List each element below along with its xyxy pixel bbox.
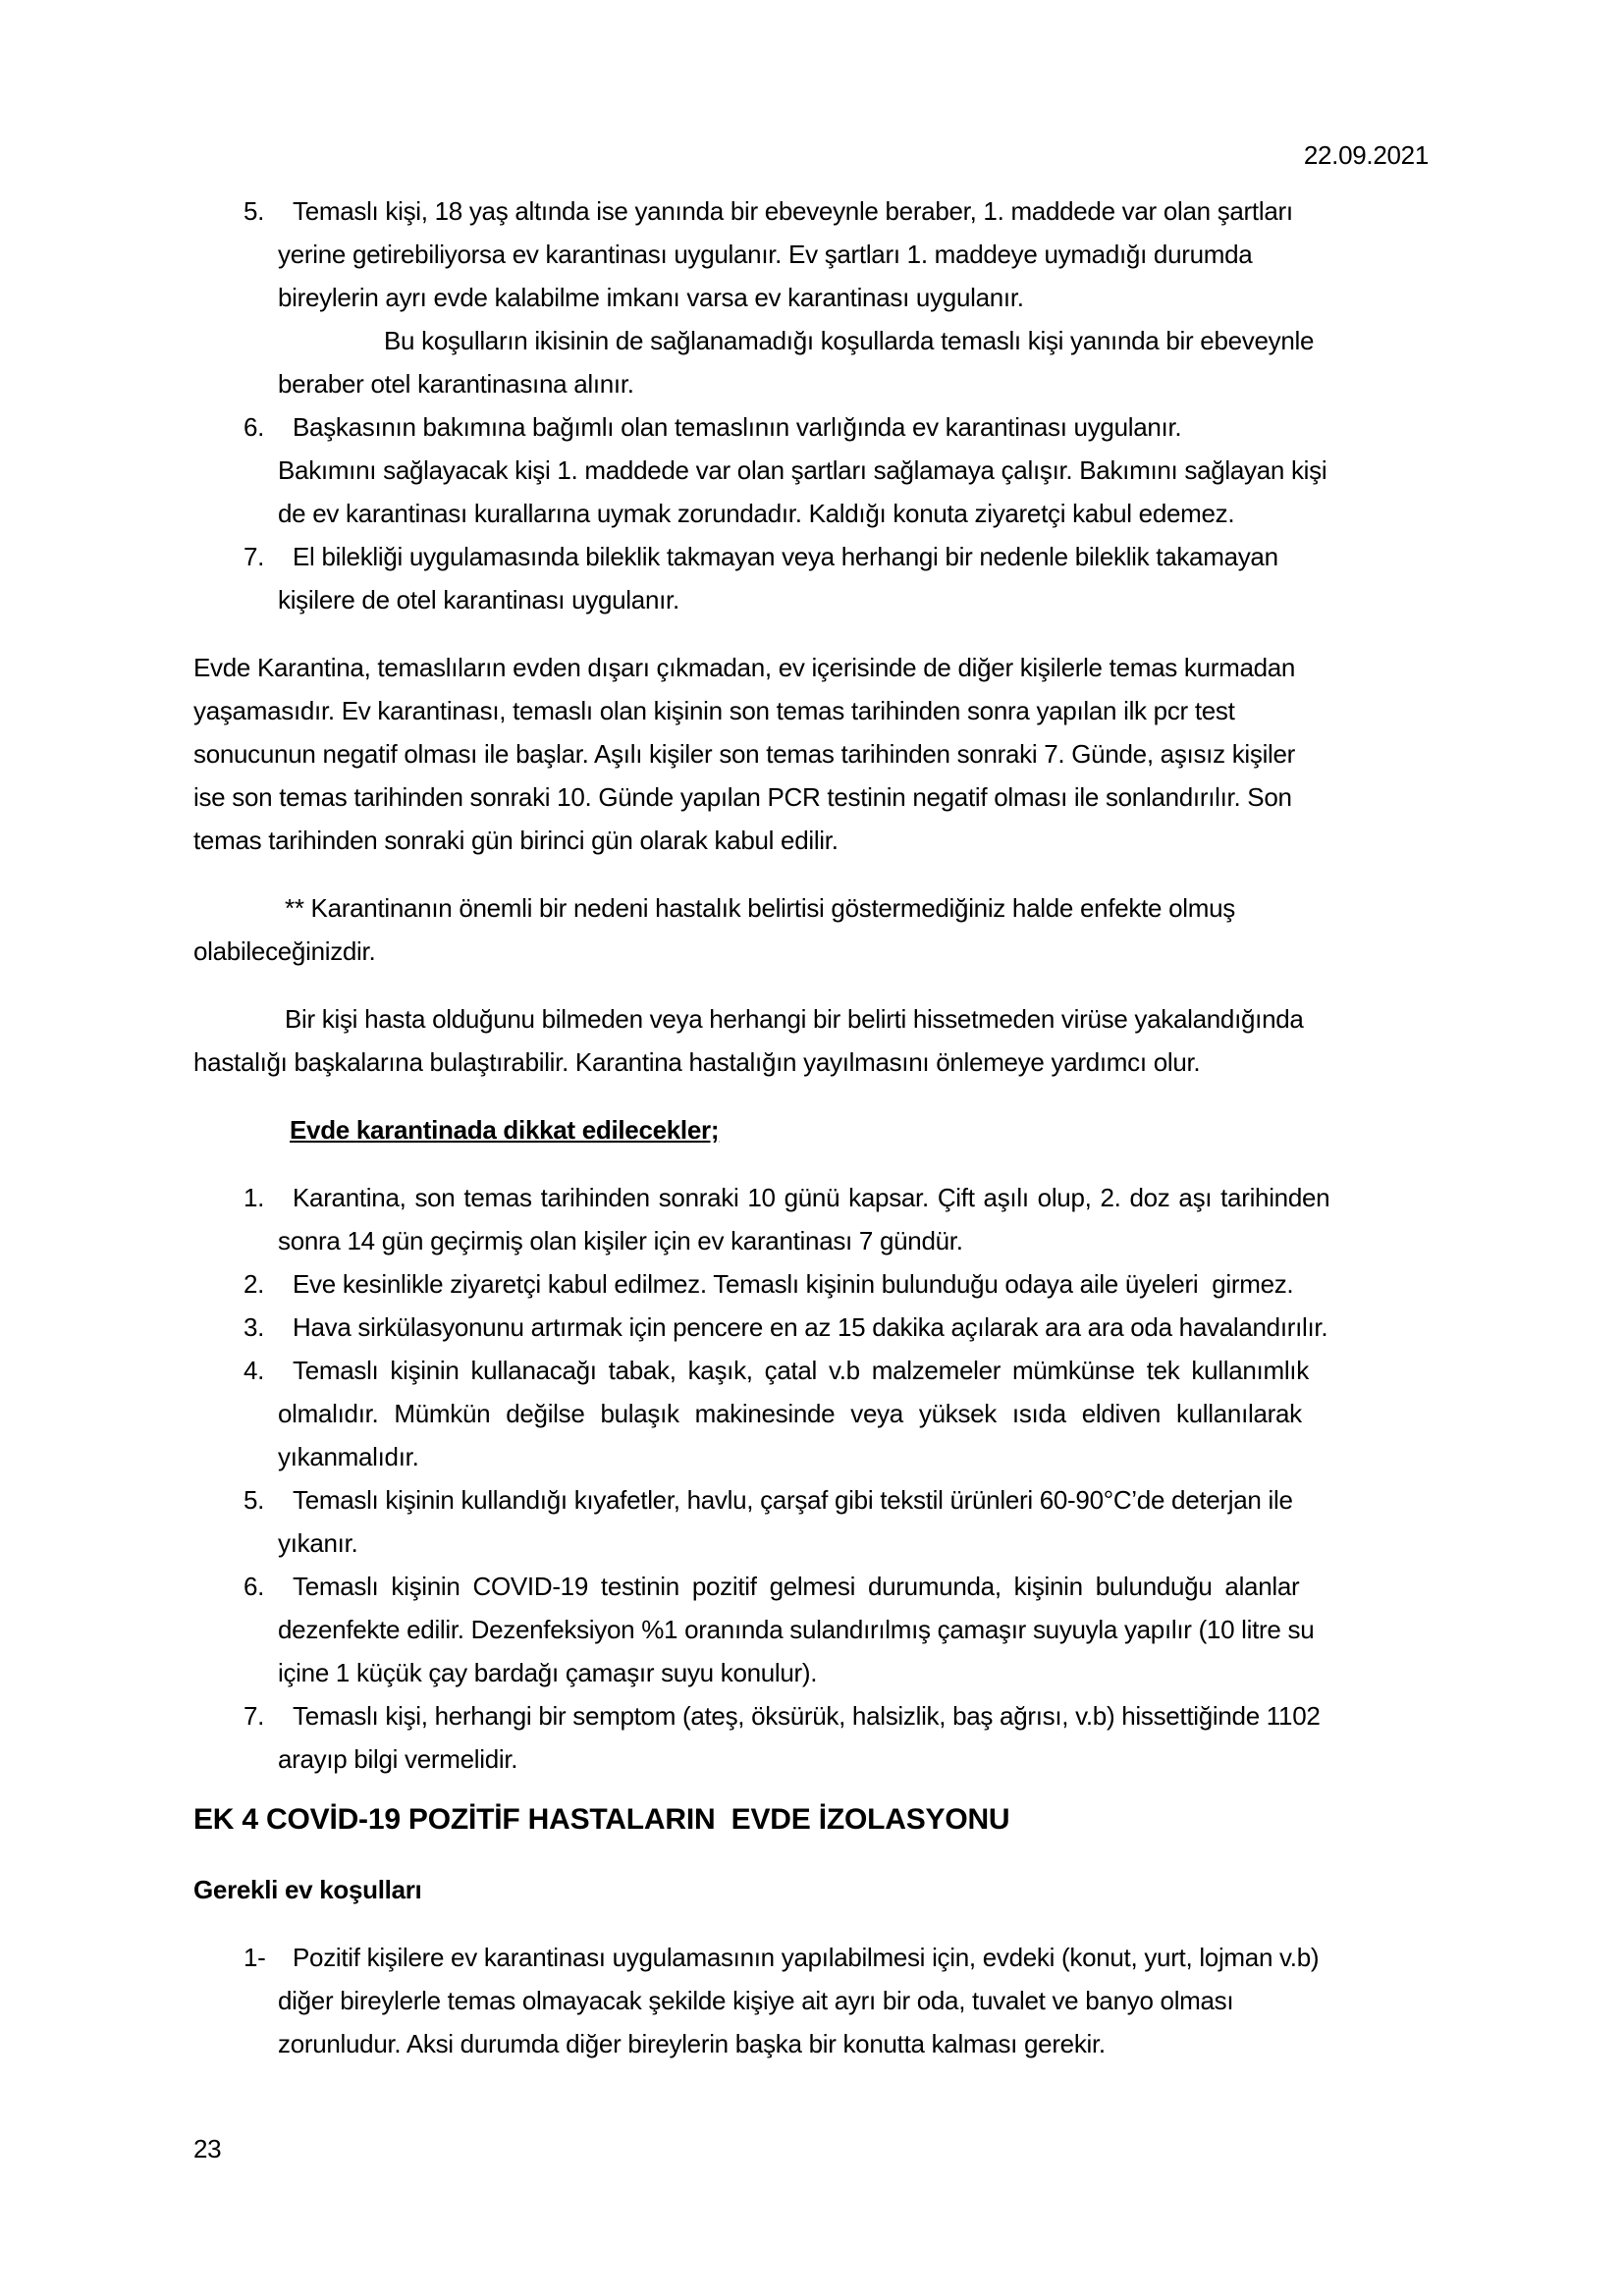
list-item [193, 1478, 1624, 1565]
text-line: Gerekli ev koşulları [193, 1875, 422, 1904]
block-text [278, 1262, 1624, 1306]
list-item [193, 1349, 1624, 1478]
text-line: Bir kişi hasta olduğunu bilmeden veya herhangi bir belirti hissetmeden virüse yakalandığında [285, 1004, 1304, 1034]
list-item [193, 189, 1624, 319]
text-line: Başkasının bakımına bağımlı olan temaslının varlığında ev karantinası uygulanır. [293, 412, 1182, 442]
block-text [193, 997, 1624, 1084]
list-marker: 3. [244, 1312, 265, 1342]
text-line: Evde Karantina, temaslıların evden dışarı çıkmadan, ev içerisinde de diğer kişilerle temas kurmadan [193, 653, 1296, 682]
block-text [278, 1478, 1624, 1565]
list-item [193, 535, 1624, 621]
list-marker: 6. [244, 1572, 265, 1601]
sub-heading [193, 1868, 1624, 1911]
block-text [193, 1868, 1624, 1911]
block-text [278, 1694, 1624, 1781]
text-line: Bakımını sağlayacak kişi 1. maddede var olan şartları sağlamaya çalışır. Bakımını sağlayan kişi [278, 455, 1327, 485]
text-line: Temaslı kişi, 18 yaş altında ise yanında bir ebeveynle beraber, 1. maddede var olan şartları [293, 196, 1293, 226]
block-text [193, 1796, 1624, 1843]
list-item [193, 1694, 1624, 1781]
block-text [278, 319, 1624, 405]
document-body [193, 189, 1624, 2065]
list-marker: 2. [244, 1269, 265, 1299]
block-text [278, 405, 1624, 535]
chapter-heading [193, 1796, 1624, 1843]
text-line: Pozitif kişilere ev karantinası uygulamasının yapılabilmesi için, evdeki (konut, yurt, lojman v.b) [293, 1943, 1320, 1972]
text-line: Karantina, son temas tarihinden sonraki 10 günü kapsar. Çift aşılı olup, 2. doz aşı tarihinden [293, 1183, 1330, 1212]
text-line: temas tarihinden sonraki gün birinci gün olarak kabul edilir. [193, 826, 839, 855]
paragraph [193, 886, 1624, 973]
text-line: bireylerin ayrı evde kalabilme imkanı varsa ev karantinası uygulanır. [278, 283, 1024, 312]
text-line: yıkanmalıdır. [278, 1442, 419, 1471]
text-line: EK 4 COVİD-19 POZİTİF HASTALARIN EVDE İZOLASYONU [193, 1803, 1010, 1836]
text-line: sonucunun negatif olması ile başlar. Aşılı kişiler son temas tarihinden sonraki 7. Günde, aşısız kişiler [193, 739, 1296, 769]
text-line: Evde karantinada dikkat edilecekler; [290, 1115, 720, 1145]
text-line: olmalıdır. Mümkün değilse bulaşık makinesinde veya yüksek ısıda eldiven kullanılarak [278, 1399, 1302, 1428]
page-number: 23 [193, 2134, 222, 2163]
block-text [193, 886, 1624, 973]
block-text [278, 1176, 1624, 1262]
text-line: Hava sirkülasyonunu artırmak için pencere en az 15 dakika açılarak ara ara oda havalandırılır. [293, 1312, 1328, 1342]
list-item [193, 1936, 1624, 2065]
text-line: olabileceğinizdir. [193, 936, 376, 966]
text-line: Temaslı kişinin kullanacağı tabak, kaşık, çatal v.b malzemeler mümkünse tek kullanımlık [293, 1356, 1309, 1385]
text-line: hastalığı başkalarına bulaştırabilir. Karantina hastalığın yayılmasını önlemeye yardımcı olur. [193, 1047, 1201, 1077]
block-text [278, 1565, 1624, 1694]
text-line: ise son temas tarihinden sonraki 10. Günde yapılan PCR testinin negatif olması ile sonlandırılır. Son [193, 782, 1292, 812]
list-marker: 7. [244, 542, 265, 571]
block-text [278, 1349, 1624, 1478]
text-line: zorunludur. Aksi durumda diğer bireylerin başka bir konutta kalması gerekir. [278, 2029, 1106, 2058]
text-line: Bu koşulların ikisinin de sağlanamadığı koşullarda temaslı kişi yanında bir ebeveynle [384, 326, 1315, 355]
text-line: diğer bireylerle temas olmayacak şekilde kişiye ait ayrı bir oda, tuvalet ve banyo olması [278, 1986, 1234, 2015]
list-marker: 5. [244, 196, 265, 226]
list-item [193, 405, 1624, 535]
text-line: beraber otel karantinasına alınır. [278, 369, 634, 399]
text-line: El bilekliği uygulamasında bileklik takmayan veya herhangi bir nedenle bileklik takamayan [293, 542, 1278, 571]
text-line: yerine getirebiliyorsa ev karantinası uygulanır. Ev şartları 1. maddeye uymadığı durumda [278, 240, 1253, 269]
text-line: sonra 14 gün geçirmiş olan kişiler için ev karantinası 7 gündür. [278, 1226, 963, 1255]
text-line: ** Karantinanın önemli bir nedeni hastalık belirtisi göstermediğiniz halde enfekte olmuş [285, 893, 1235, 923]
document-date: 22.09.2021 [1303, 140, 1429, 170]
text-line: Temaslı kişinin kullandığı kıyafetler, havlu, çarşaf gibi tekstil ürünleri 60-90°C’de deterjan ile [293, 1485, 1293, 1515]
text-line: arayıp bilgi vermelidir. [278, 1744, 518, 1774]
text-line: Eve kesinlikle ziyaretçi kabul edilmez. Temaslı kişinin bulunduğu odaya aile üyeleri girmez. [293, 1269, 1294, 1299]
list-item [193, 1176, 1624, 1262]
text-line: yıkanır. [278, 1528, 358, 1558]
list-item [193, 1306, 1624, 1349]
text-line: yaşamasıdır. Ev karantinası, temaslı olan kişinin son temas tarihinden sonra yapılan ilk pcr test [193, 696, 1235, 725]
paragraph [193, 997, 1624, 1084]
block-text [278, 1306, 1624, 1349]
document-page [0, 133, 1624, 2296]
text-line: kişilere de otel karantinası uygulanır. [278, 585, 679, 614]
list-marker: 6. [244, 412, 265, 442]
text-line: içine 1 küçük çay bardağı çamaşır suyu konulur). [278, 1658, 818, 1687]
list-item [193, 1262, 1624, 1306]
block-text [193, 646, 1624, 862]
text-line: Temaslı kişi, herhangi bir semptom (ateş, öksürük, halsizlik, baş ağrısı, v.b) hissettiğinde 1102 [293, 1701, 1321, 1731]
block-text [290, 1108, 1624, 1151]
list-item-continuation [193, 319, 1624, 405]
paragraph [193, 646, 1624, 862]
section-heading-underlined [290, 1108, 1624, 1151]
text-line: dezenfekte edilir. Dezenfeksiyon %1 oranında sulandırılmış çamaşır suyuyla yapılır (10 litre su [278, 1615, 1315, 1644]
block-text [278, 189, 1624, 319]
document-content [0, 133, 1624, 2170]
block-text [278, 535, 1624, 621]
list-marker: 7. [244, 1701, 265, 1731]
text-line: de ev karantinası kurallarına uymak zorundadır. Kaldığı konuta ziyaretçi kabul edemez. [278, 499, 1235, 528]
text-line: Temaslı kişinin COVID-19 testinin pozitif gelmesi durumunda, kişinin bulunduğu alanlar [293, 1572, 1300, 1601]
list-marker: 5. [244, 1485, 265, 1515]
list-marker: 1- [244, 1943, 266, 1972]
list-marker: 1. [244, 1183, 265, 1212]
list-item [193, 1565, 1624, 1694]
list-marker: 4. [244, 1356, 265, 1385]
block-text [278, 1936, 1624, 2065]
